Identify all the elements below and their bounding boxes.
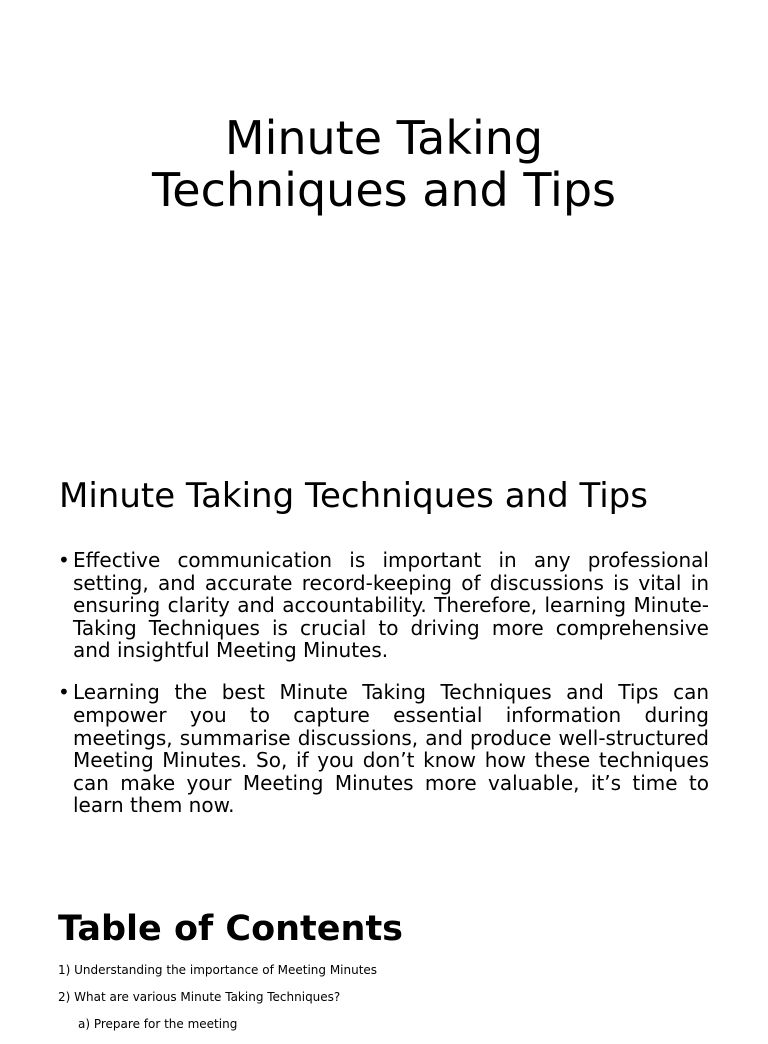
slide-title-line-2: Techniques and Tips [152, 163, 616, 217]
bullet-icon: • [58, 680, 70, 705]
bullet-icon: • [58, 548, 70, 572]
bullet-item [58, 681, 709, 817]
toc-item[interactable]: 2) What are various Minute Taking Techniques? [58, 990, 341, 1004]
section-heading: Minute Taking Techniques and Tips [59, 476, 648, 516]
toc-list [58, 963, 377, 1044]
toc-subitem[interactable]: a) Prepare for the meeting [78, 1017, 238, 1031]
toc-item[interactable]: 1) Understanding the importance of Meeting Minutes [58, 963, 378, 977]
bullet-list [58, 549, 709, 837]
toc-heading: Table of Contents [58, 909, 404, 949]
bullet-text: Effective communication is important in any professional setting, and accurate record-keeping of discussions is vital in ensuring clarity and accountability. Therefore, learning Minute-Taking Techniques is crucial to driving more comprehensive and insightful Meeting Minutes. [73, 548, 709, 663]
bullet-item [58, 549, 709, 662]
slide-title [0, 112, 768, 216]
slide-title-line-1: Minute Taking [224, 111, 544, 165]
bullet-text: Learning the best Minute Taking Techniques and Tips can empower you to capture essential information during meetings, summarise discussions, and produce well-structured Meeting Minutes. So, if you don’t know how these techniques can make your Meeting Minutes more valuable, it’s time to learn them now. [73, 680, 709, 818]
